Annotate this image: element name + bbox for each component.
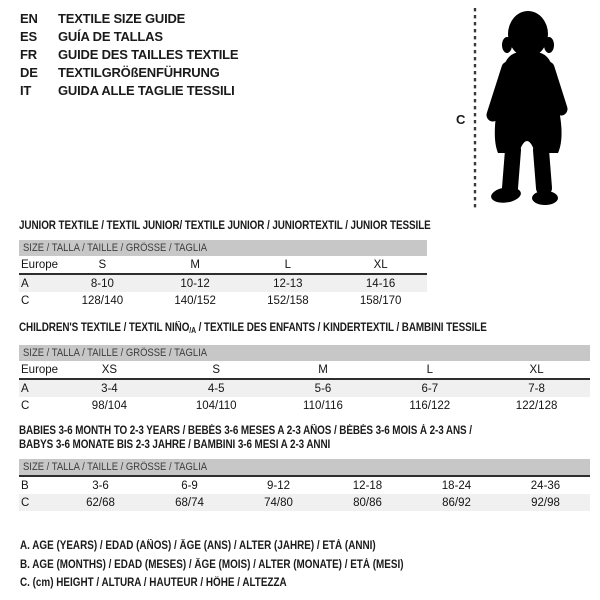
table-title (19, 424, 590, 452)
size-table-babies (19, 477, 590, 511)
value-cell: XS (101, 363, 118, 376)
value-cell: 3-4 (101, 382, 118, 395)
toddler-silhouette-body (490, 11, 561, 205)
value-cell: S (98, 258, 107, 271)
value-cell: 80/86 (353, 496, 382, 509)
value-cell: 8-10 (90, 277, 114, 290)
size-header-bar (19, 345, 590, 361)
language-title: GUÍA DE TALLAS (58, 29, 163, 44)
value-cell: 7-8 (528, 382, 545, 395)
language-row (20, 10, 238, 28)
footnote-line (20, 556, 466, 575)
footnotes (20, 537, 466, 593)
value-cell: 9-12 (266, 479, 291, 492)
footnote-text: B. AGE (MONTHS) / EDAD (MESES) / ÂGE (MOIS) / ALTER (MONATE) / ETÀ (MESI) (20, 558, 404, 571)
language-code: IT (20, 83, 32, 98)
table-row (19, 477, 590, 494)
size-header-label: SIZE / TALLA / TAILLE / GRÖSSE / TAGLIA (23, 242, 208, 254)
height-measure-label: C (456, 112, 466, 127)
silhouette-leg-right (541, 150, 544, 188)
row-label-cell: B (21, 479, 29, 492)
value-cell: 10-12 (180, 277, 210, 290)
value-cell: L (284, 258, 292, 271)
language-row (20, 64, 238, 82)
value-cell: 3-6 (92, 479, 109, 492)
value-cell: 86/92 (442, 496, 471, 509)
language-title: GUIDE DES TAILLES TEXTILE (58, 47, 239, 62)
value-cell: M (318, 363, 328, 376)
value-cell: 158/170 (359, 294, 402, 307)
size-label-row (19, 361, 590, 379)
value-cell: 24-36 (530, 479, 561, 492)
size-header-bar (19, 240, 427, 256)
language-header (20, 10, 238, 100)
value-cell: M (190, 258, 200, 271)
value-cell: 140/152 (174, 294, 216, 307)
value-cell: 122/128 (515, 399, 558, 412)
value-cell: S (212, 363, 221, 376)
value-cell: 116/122 (409, 399, 451, 412)
table-row (19, 397, 590, 414)
silhouette-ear-right (544, 37, 554, 53)
value-cell: 6-7 (421, 382, 439, 395)
value-cell: 128/140 (81, 294, 124, 307)
table-title (19, 219, 431, 233)
row-label-cell: C (21, 399, 30, 412)
size-table-junior (19, 256, 427, 309)
table-row (19, 379, 590, 397)
table-title-line2: BABYS 3-6 MONATE BIS 2-3 JAHRE / BAMBINI 3-6 MESI A 2-3 ANNI (19, 439, 331, 451)
language-title: GUIDA ALLE TAGLIE TESSILI (58, 83, 235, 98)
section-junior (19, 219, 431, 309)
value-cell: 74/80 (264, 496, 293, 509)
value-cell: 5-6 (314, 382, 332, 395)
title-subscript: /A (189, 326, 197, 335)
footnote-text: A. AGE (YEARS) / EDAD (AÑOS) / ÂGE (ANS) / ALTER (JAHRE) / ETÀ (ANNI) (20, 540, 376, 552)
row-label-cell: Europe (21, 258, 59, 271)
figure-area (448, 2, 598, 212)
language-code: FR (20, 47, 37, 62)
silhouette-shorts (495, 95, 562, 153)
value-cell: 92/98 (531, 496, 560, 509)
language-code: DE (20, 65, 38, 80)
language-title: TEXTILGRÖßENFÜHRUNG (58, 65, 220, 80)
table-row (19, 494, 590, 511)
silhouette-foot-right (532, 191, 558, 205)
language-code: EN (20, 11, 38, 26)
silhouette-ear-left (502, 37, 512, 53)
value-cell: 18-24 (441, 479, 472, 492)
value-cell: L (426, 363, 433, 376)
value-cell: 6-9 (181, 479, 198, 492)
size-header-label: SIZE / TALLA / TAILLE / GRÖSSE / TAGLIA (23, 347, 208, 359)
value-cell: 98/104 (91, 399, 127, 412)
language-title: TEXTILE SIZE GUIDE (58, 11, 186, 26)
value-cell: 12-18 (352, 479, 383, 492)
footnote-line (20, 574, 466, 593)
value-cell: XL (373, 258, 388, 271)
silhouette-leg-left (510, 150, 513, 188)
row-label-cell: C (21, 496, 30, 509)
table-row (19, 292, 427, 309)
row-label-cell: C (21, 294, 30, 307)
value-cell: 12-13 (273, 277, 303, 290)
table-title (19, 321, 590, 338)
value-cell: 62/68 (86, 496, 115, 509)
table-title-text: CHILDREN'S TEXTILE / TEXTIL $NIÑO_{/A}$ / TEXTILE DES ENFANTS / KINDERTEXTIL / BAMBINI TESSILE (19, 322, 487, 335)
table-title-text: JUNIOR TEXTILE / TEXTIL JUNIOR/ TEXTILE JUNIOR / JUNIORTEXTIL / JUNIOR TESSILE (19, 220, 431, 232)
value-cell: 152/158 (267, 294, 309, 307)
toddler-silhouette (448, 2, 598, 212)
size-label-row (19, 256, 427, 274)
value-cell: 4-5 (207, 382, 225, 395)
section-children (19, 321, 590, 414)
footnote-line (20, 537, 466, 556)
value-cell: 14-16 (365, 277, 396, 290)
row-label-cell: A (21, 277, 29, 290)
language-code: ES (20, 29, 37, 44)
value-cell: XL (529, 363, 544, 376)
silhouette-head (508, 11, 548, 57)
footnote-text: C. (cm) HEIGHT / ALTURA / HAUTEUR / HÖHE / ALTEZZA (20, 577, 287, 589)
row-label-cell: Europe (21, 363, 59, 376)
table-row (19, 274, 427, 292)
value-cell: 104/110 (195, 399, 237, 412)
section-babies (19, 424, 590, 511)
size-header-label: SIZE / TALLA / TAILLE / GRÖSSE / TAGLIA (23, 461, 208, 473)
size-header-bar (19, 459, 590, 477)
table-title-text: BABIES 3-6 MONTH TO 2-3 YEARS / BEBÉS 3-6 MESES A 2-3 AÑOS / BÉBÉS 3-6 MOIS À 2-3 ANS / (19, 425, 472, 437)
language-row (20, 46, 238, 64)
value-cell: 110/116 (303, 399, 343, 412)
row-label-cell: A (21, 382, 29, 395)
language-row (20, 82, 238, 100)
value-cell: 68/74 (175, 496, 204, 509)
size-table-children (19, 361, 590, 414)
language-row (20, 28, 238, 46)
